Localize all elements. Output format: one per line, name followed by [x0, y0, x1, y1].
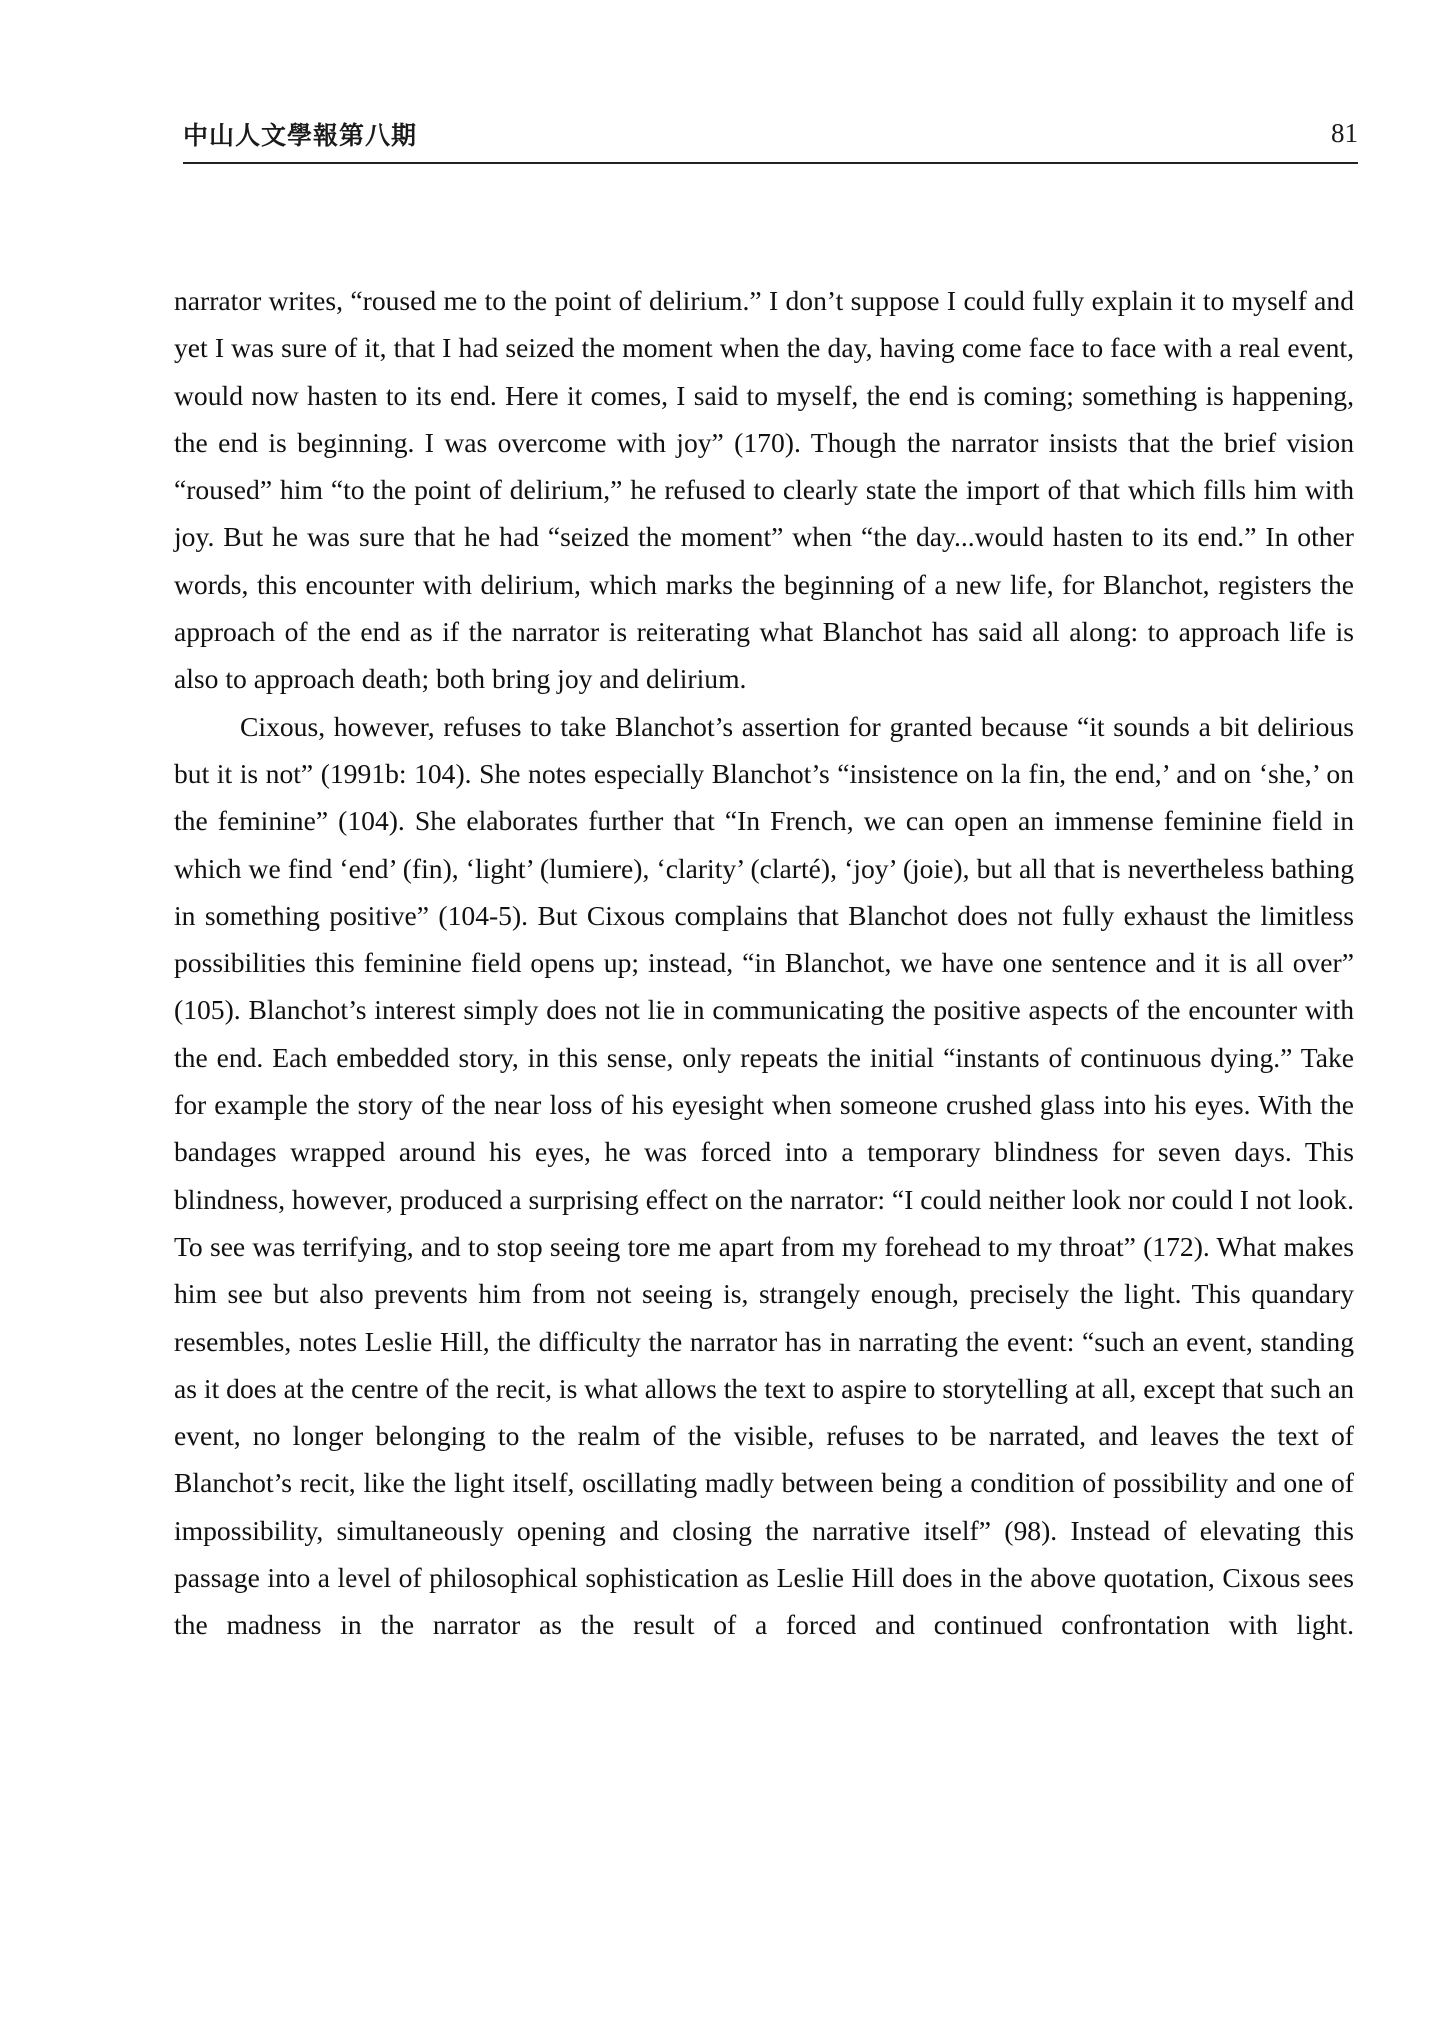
running-header — [183, 112, 1358, 164]
body-text — [174, 277, 1354, 1649]
journal-title: 中山人文學報第八期 — [183, 121, 418, 150]
page-number: 81 — [1331, 118, 1358, 148]
paragraph: narrator writes, “roused me to the point of delirium.” I don’t suppose I could fully explain it to myself and yet I was sure of it, that I had seized the moment when the day, having come face to face with a real event, would now hasten to its end. Here it comes, I said to myself, the end is coming; something is happening, the end is beginning. I was overcome with joy” (170). Though the narrator insists that the brief vision “roused” him “to the point of delirium,” he refused to clearly state the import of that which fills him with joy. But he was sure that he had “seized the moment” when “the day...would hasten to its end.” In other words, this encounter with delirium, which marks the beginning of a new life, for Blanchot, registers the approach of the end as if the narrator is reiterating what Blanchot has said all along: to approach life is also to approach death; both bring joy and delirium. — [174, 285, 1354, 695]
paragraph: Cixous, however, refuses to take Blanchot’s assertion for granted because “it sounds a bit delirious but it is not” (1991b: 104). She notes especially Blanchot’s “insistence on la fin, the end,’ and on ‘she,’ on the feminine” (104). She elaborates further that “In French, we can open an immense feminine field in which we find ‘end’ (fin), ‘light’ (lumiere), ‘clarity’ (clarté), ‘joy’ (joie), but all that is nevertheless bathing in something positive” (104-5). But Cixous complains that Blanchot does not fully exhaust the limitless possibilities this feminine field opens up; instead, “in Blanchot, we have one sentence and it is all over” (105). Blanchot’s interest simply does not lie in communicating the positive aspects of the encounter with the end. Each embedded story, in this sense, only repeats the initial “instants of continuous dying.” Take for example the story of the near loss of his eyesight when someone crushed glass into his eyes. With the bandages wrapped around his eyes, he was forced into a temporary blindness for seven days. This blindness, however, produced a surprising effect on the narrator: “I could neither look nor could I not look. To see was terrifying, and to stop seeing tore me apart from my forehead to my throat” (172). What makes him see but also prevents him from not seeing is, strangely enough, precisely the light. This quandary resembles, notes Leslie Hill, the difficulty the narrator has in narrating the event: “such an event, standing as it does at the centre of the recit, is what allows the text to aspire to storytelling at all, except that such an event, no longer belonging to the realm of the visible, refuses to be narrated, and leaves the text of Blanchot’s recit, like the light itself, oscillating madly between being a condition of possibility and one of impossibility, simultaneously opening and closing the narrative itself” (98). Instead of elevating this passage into a level of philosophical sophistication as Leslie Hill does in the above quotation, Cixous sees the madness in the narrator as the result of a forced and continued confrontation with light. — [174, 710, 1354, 1641]
